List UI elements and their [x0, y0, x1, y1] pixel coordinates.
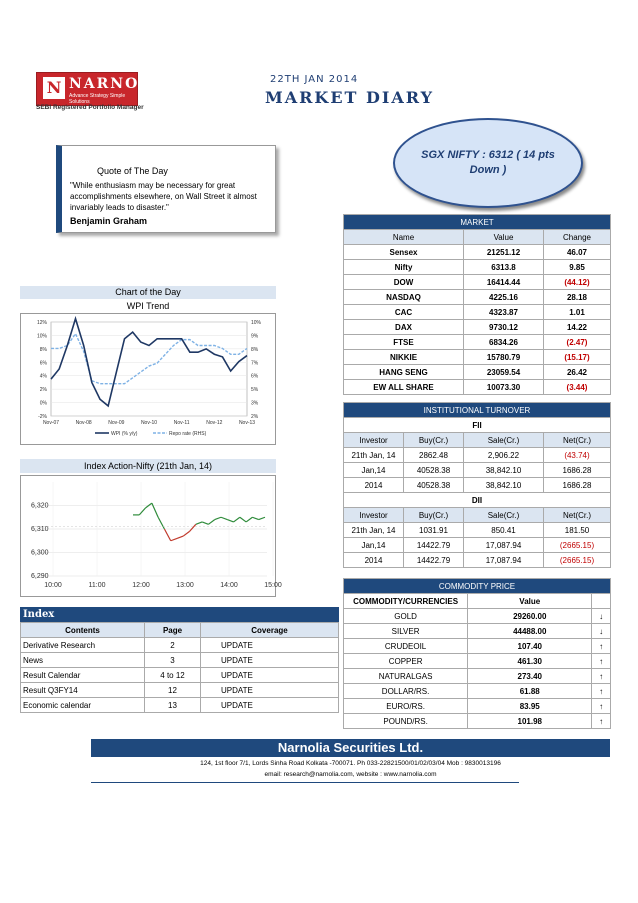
- arrow-up-icon: ↑: [592, 714, 611, 729]
- wpi-right-tick: 9%: [251, 333, 259, 340]
- dii-buy: 14422.79: [404, 538, 464, 553]
- nifty-segment: [139, 508, 145, 515]
- market-value: 4323.87: [464, 305, 544, 320]
- inst-col-net: Net(Cr.): [544, 433, 611, 448]
- market-name: HANG SENG: [344, 365, 464, 380]
- wpi-right-tick: 6%: [251, 373, 259, 380]
- nifty-segment: [259, 517, 265, 519]
- fii-inv: 2014: [344, 478, 404, 493]
- nifty-segment: [202, 522, 208, 524]
- cotd-title: Chart of the Day: [20, 286, 276, 299]
- market-change: 9.85: [544, 260, 611, 275]
- index-page: 13: [145, 698, 201, 713]
- fii-buy: 40528.38: [404, 478, 464, 493]
- nifty-x-tick: 11:00: [88, 582, 106, 589]
- dii-net: 181.50: [544, 523, 611, 538]
- fii-row: [344, 448, 611, 463]
- nifty-segment: [190, 524, 196, 531]
- institutional-table: [343, 402, 611, 568]
- commodity-name: DOLLAR/RS.: [344, 684, 468, 699]
- inst-col-sale: Sale(Cr.): [464, 433, 544, 448]
- dii-sale: 17,087.94: [464, 538, 544, 553]
- index-content: Result Calendar: [21, 668, 145, 683]
- nifty-segment: [177, 536, 183, 538]
- market-col-value: Value: [464, 230, 544, 245]
- wpi-left-tick: 0%: [39, 400, 47, 407]
- market-row: [344, 380, 611, 395]
- fii-row: [344, 463, 611, 478]
- market-change: 1.01: [544, 305, 611, 320]
- market-name: EW ALL SHARE: [344, 380, 464, 395]
- nifty-x-tick: 15:00: [264, 582, 282, 589]
- logo-mark-icon: N: [43, 77, 65, 99]
- market-change: (15.17): [544, 350, 611, 365]
- wpi-left-tick: -2%: [38, 414, 47, 420]
- wpi-x-tick: Nov-12: [206, 420, 223, 426]
- index-content: News: [21, 653, 145, 668]
- market-value: 16414.44: [464, 275, 544, 290]
- nifty-segment: [208, 520, 214, 525]
- index-coverage: UPDATE: [201, 683, 339, 698]
- dii-row: [344, 553, 611, 568]
- index-page: 12: [145, 683, 201, 698]
- fii-net: (43.74): [544, 448, 611, 463]
- wpi-left-tick: 4%: [39, 373, 47, 380]
- dii-inv: 21th Jan, 14: [344, 523, 404, 538]
- arrow-up-icon: ↑: [592, 669, 611, 684]
- market-row: [344, 275, 611, 290]
- index-content: Derivative Research: [21, 638, 145, 653]
- commodity-name: COPPER: [344, 654, 468, 669]
- nifty-segment: [221, 517, 227, 519]
- market-name: CAC: [344, 305, 464, 320]
- wpi-right-tick: 8%: [251, 346, 259, 353]
- commodity-value: 273.40: [468, 669, 592, 684]
- index-title: Index: [20, 607, 339, 622]
- repo-legend-label: Repo rate (RHS): [169, 431, 207, 437]
- index-action-title: Index Action-Nifty (21th Jan, 14): [20, 459, 276, 473]
- wpi-x-tick: Nov-11: [173, 420, 190, 426]
- nifty-x-tick: 13:00: [176, 582, 194, 589]
- market-name: DOW: [344, 275, 464, 290]
- nifty-y-tick: 6,300: [31, 549, 49, 557]
- wpi-x-tick: Nov-10: [140, 420, 158, 426]
- cotd-subtitle: WPI Trend: [126, 301, 170, 311]
- market-change: 14.22: [544, 320, 611, 335]
- nifty-segment: [240, 517, 246, 522]
- commodity-row: [344, 639, 611, 654]
- index-content: Result Q3FY14: [21, 683, 145, 698]
- dii-row: [344, 538, 611, 553]
- nifty-segment: [196, 522, 202, 524]
- report-date: 22TH JAN 2014: [270, 74, 359, 85]
- market-row: [344, 260, 611, 275]
- commodity-row: [344, 654, 611, 669]
- inst-title: INSTITUTIONAL TURNOVER: [344, 403, 611, 418]
- market-row: [344, 335, 611, 350]
- wpi-left-tick: 8%: [39, 346, 47, 353]
- logo-name: NARNOLIA: [69, 76, 173, 92]
- commodity-value: 461.30: [468, 654, 592, 669]
- fii-buy: 2862.48: [404, 448, 464, 463]
- dii-net: (2665.15): [544, 538, 611, 553]
- nifty-segment: [171, 538, 177, 540]
- arrow-up-icon: ↑: [592, 699, 611, 714]
- market-name: Nifty: [344, 260, 464, 275]
- dii-sale: 17,087.94: [464, 553, 544, 568]
- quote-author: Benjamin Graham: [70, 216, 148, 226]
- market-value: 9730.12: [464, 320, 544, 335]
- wpi-legend-label: WPI (% y/y): [111, 431, 138, 437]
- sebi-label: SEBI Registered Portfolio Manager: [36, 104, 144, 111]
- market-name: NASDAQ: [344, 290, 464, 305]
- commodity-row: [344, 624, 611, 639]
- commodity-value: 107.40: [468, 639, 592, 654]
- fii-net: 1686.28: [544, 478, 611, 493]
- market-change: 26.42: [544, 365, 611, 380]
- fii-label: FII: [344, 418, 611, 433]
- index-coverage: UPDATE: [201, 698, 339, 713]
- index-coverage: UPDATE: [201, 638, 339, 653]
- market-row: [344, 305, 611, 320]
- inst-col-buy: Buy(Cr.): [404, 433, 464, 448]
- fii-sale: 38,842.10: [464, 463, 544, 478]
- quote-title: Quote of The Day: [97, 166, 168, 176]
- quote-box: [56, 145, 276, 233]
- dii-inv: 2014: [344, 553, 404, 568]
- wpi-left-tick: 10%: [36, 333, 47, 340]
- fii-row: [344, 478, 611, 493]
- index-col-page: Page: [145, 623, 201, 638]
- nifty-segment: [252, 517, 258, 519]
- market-row: [344, 365, 611, 380]
- commodity-col-name: COMMODITY/CURRENCIES: [344, 594, 468, 609]
- index-row: [21, 698, 339, 713]
- nifty-segment: [227, 520, 233, 522]
- nifty-segment: [246, 517, 252, 522]
- index-row: [21, 638, 339, 653]
- index-col-coverage: Coverage: [201, 623, 339, 638]
- market-name: Sensex: [344, 245, 464, 260]
- commodity-value: 44488.00: [468, 624, 592, 639]
- quote-text: "While enthusiasm may be necessary for great accomplishments elsewhere, on Wall Street it almost invariably leads to disaster.": [70, 181, 257, 212]
- market-change: (44.12): [544, 275, 611, 290]
- market-name: DAX: [344, 320, 464, 335]
- inst-col-net: Net(Cr.): [544, 508, 611, 523]
- fii-buy: 40528.38: [404, 463, 464, 478]
- index-content: Economic calendar: [21, 698, 145, 713]
- nifty-segment: [158, 517, 164, 529]
- sgx-nifty-text: SGX NIFTY : 6312 ( 14 pts Down ): [421, 149, 555, 176]
- market-value: 10073.30: [464, 380, 544, 395]
- nifty-x-tick: 10:00: [44, 582, 62, 589]
- arrow-down-icon: ↓: [592, 624, 611, 639]
- market-col-change: Change: [544, 230, 611, 245]
- index-page: 3: [145, 653, 201, 668]
- nifty-y-tick: 6,290: [31, 573, 49, 580]
- footer-email: email: research@narnolia.com, website : www.narnolia.com: [264, 771, 437, 778]
- market-row: [344, 245, 611, 260]
- commodity-value: 29260.00: [468, 609, 592, 624]
- wpi-x-tick: Nov-08: [75, 420, 92, 426]
- chart-of-day: [20, 286, 276, 445]
- commodity-name: CRUDEOIL: [344, 639, 468, 654]
- market-name: FTSE: [344, 335, 464, 350]
- wpi-right-tick: 3%: [251, 400, 259, 407]
- commodity-name: POUND/RS.: [344, 714, 468, 729]
- commodity-name: SILVER: [344, 624, 468, 639]
- index-page: 2: [145, 638, 201, 653]
- market-change: 28.18: [544, 290, 611, 305]
- wpi-x-tick: Nov-07: [42, 420, 60, 426]
- footer-address: 124, 1st floor 7/1, Lords Sinha Road Kolkata -700071. Ph 033-22821500/01/02/03/04 Mob : 9830013196: [200, 760, 501, 767]
- market-row: [344, 290, 611, 305]
- wpi-left-tick: 12%: [36, 320, 47, 326]
- nifty-x-tick: 12:00: [132, 582, 150, 589]
- index-action-box: [20, 475, 282, 597]
- sgx-nifty-callout: [393, 118, 583, 208]
- logo-tagline: Advance Strategy Simple Solutions: [69, 93, 126, 105]
- market-value: 23059.54: [464, 365, 544, 380]
- market-change: 46.07: [544, 245, 611, 260]
- commodity-row: [344, 684, 611, 699]
- commodity-row: [344, 669, 611, 684]
- index-table: [20, 622, 339, 713]
- wpi-right-tick: 5%: [251, 387, 259, 394]
- dii-net: (2665.15): [544, 553, 611, 568]
- market-value: 21251.12: [464, 245, 544, 260]
- wpi-right-tick: 7%: [251, 360, 259, 367]
- dii-inv: Jan,14: [344, 538, 404, 553]
- commodity-row: [344, 609, 611, 624]
- dii-sale: 850.41: [464, 523, 544, 538]
- nifty-segment: [164, 529, 170, 541]
- nifty-y-tick: 6,320: [31, 502, 49, 510]
- market-value: 4225.16: [464, 290, 544, 305]
- index-col-contents: Contents: [21, 623, 145, 638]
- index-row: [21, 683, 339, 698]
- commodity-row: [344, 699, 611, 714]
- page-title: MARKET DIARY: [265, 88, 434, 107]
- arrow-down-icon: ↓: [592, 609, 611, 624]
- commodity-row: [344, 714, 611, 729]
- wpi-right-tick: 2%: [251, 414, 259, 420]
- wpi-right-tick: 10%: [251, 320, 262, 326]
- wpi-x-tick: Nov-09: [108, 420, 125, 426]
- commodity-title: COMMODITY PRICE: [344, 579, 611, 594]
- footer-divider: [91, 782, 519, 783]
- nifty-chart: [21, 476, 282, 596]
- nifty-x-tick: 14:00: [220, 582, 238, 589]
- nifty-segment: [234, 517, 240, 522]
- arrow-up-icon: ↑: [592, 684, 611, 699]
- inst-col-sale: Sale(Cr.): [464, 508, 544, 523]
- footer-company: Narnolia Securities Ltd.: [91, 739, 610, 757]
- commodity-value: 83.95: [468, 699, 592, 714]
- nifty-segment: [215, 517, 221, 519]
- market-change: (3.44): [544, 380, 611, 395]
- inst-col-investor: Investor: [344, 433, 404, 448]
- market-row: [344, 350, 611, 365]
- wpi-chart: [21, 314, 275, 444]
- market-row: [344, 320, 611, 335]
- wpi-x-tick: Nov-13: [238, 420, 256, 426]
- fii-inv: Jan,14: [344, 463, 404, 478]
- nifty-segment: [183, 531, 189, 536]
- fii-sale: 38,842.10: [464, 478, 544, 493]
- market-table: [343, 214, 611, 395]
- nifty-y-tick: 6,310: [31, 526, 49, 533]
- arrow-up-icon: ↑: [592, 654, 611, 669]
- commodity-value: 61.88: [468, 684, 592, 699]
- market-col-name: Name: [344, 230, 464, 245]
- wpi-left-tick: 6%: [39, 360, 47, 367]
- inst-col-buy: Buy(Cr.): [404, 508, 464, 523]
- commodity-name: NATURALGAS: [344, 669, 468, 684]
- market-name: NIKKIE: [344, 350, 464, 365]
- commodity-name: EURO/RS.: [344, 699, 468, 714]
- index-page: 4 to 12: [145, 668, 201, 683]
- dii-buy: 14422.79: [404, 553, 464, 568]
- commodity-table: [343, 578, 611, 729]
- commodity-value: 101.98: [468, 714, 592, 729]
- market-value: 15780.79: [464, 350, 544, 365]
- index-row: [21, 668, 339, 683]
- index-row: [21, 653, 339, 668]
- arrow-up-icon: ↑: [592, 639, 611, 654]
- dii-label: DII: [344, 493, 611, 508]
- wpi-left-tick: 2%: [39, 387, 47, 394]
- repo-line: [51, 334, 247, 384]
- commodity-col-value: Value: [468, 594, 592, 609]
- market-change: (2.47): [544, 335, 611, 350]
- fii-sale: 2,906.22: [464, 448, 544, 463]
- commodity-name: GOLD: [344, 609, 468, 624]
- market-title: MARKET: [344, 215, 611, 230]
- inst-col-investor: Investor: [344, 508, 404, 523]
- index-coverage: UPDATE: [201, 668, 339, 683]
- market-value: 6834.26: [464, 335, 544, 350]
- market-value: 6313.8: [464, 260, 544, 275]
- fii-inv: 21th Jan, 14: [344, 448, 404, 463]
- narnolia-logo: [36, 72, 173, 106]
- index-coverage: UPDATE: [201, 653, 339, 668]
- dii-buy: 1031.91: [404, 523, 464, 538]
- fii-net: 1686.28: [544, 463, 611, 478]
- dii-row: [344, 523, 611, 538]
